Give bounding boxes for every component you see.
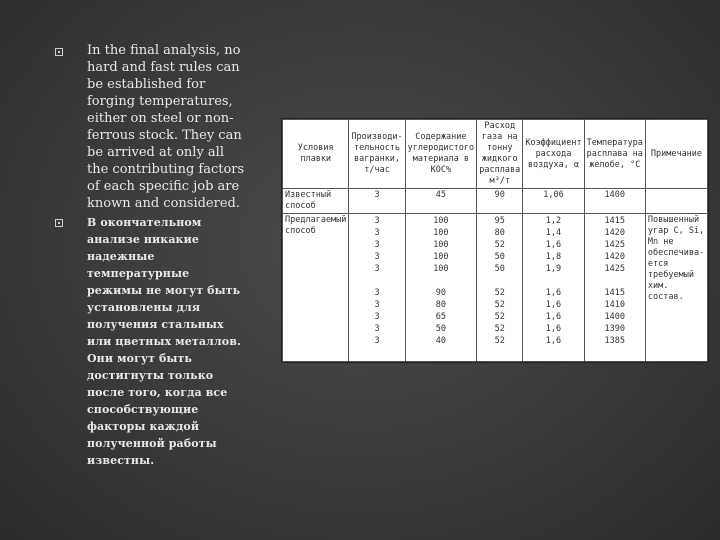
bullet-square-icon bbox=[55, 48, 63, 56]
cell-temperature: 1400 bbox=[584, 189, 645, 214]
value: 80 bbox=[435, 300, 446, 310]
value: 1415 bbox=[604, 288, 626, 298]
value: 1400 bbox=[604, 312, 626, 322]
value: 52 bbox=[494, 336, 505, 346]
cell-condition: Предлагаемый способ bbox=[283, 214, 349, 362]
table-row bbox=[283, 214, 708, 362]
value: 50 bbox=[435, 324, 446, 334]
cell-condition: Известный способ bbox=[283, 189, 349, 214]
header-note: Примечание bbox=[645, 120, 707, 189]
value: 1,6 bbox=[545, 312, 562, 322]
cell-note bbox=[645, 189, 707, 214]
value: 100 bbox=[433, 228, 449, 238]
value: 100 bbox=[433, 216, 449, 226]
value: 1390 bbox=[604, 324, 626, 334]
cell-coefficient: 1,06 bbox=[523, 189, 584, 214]
value: 1,9 bbox=[545, 264, 562, 274]
table-row bbox=[283, 189, 708, 214]
value: 1425 bbox=[604, 264, 626, 274]
header-coefficient: Коэффициент расхода воздуха, α bbox=[523, 120, 584, 189]
header-gas: Расход газа на тонну жидкого расплава м³/т bbox=[477, 120, 523, 189]
table-header-row bbox=[283, 120, 708, 189]
header-condition: Условия плавки bbox=[283, 120, 349, 189]
value: 3 bbox=[374, 288, 380, 298]
data-table-image bbox=[281, 118, 709, 363]
value: 1,6 bbox=[545, 300, 562, 310]
value: 3 bbox=[374, 240, 380, 250]
value: 1,8 bbox=[545, 252, 562, 262]
value: 1,2 bbox=[545, 216, 562, 226]
header-productivity: Производи-тельность вагранки, т/час bbox=[349, 120, 405, 189]
value: 1420 bbox=[604, 228, 626, 238]
value: 1,4 bbox=[545, 228, 562, 238]
value: 1,6 bbox=[545, 324, 562, 334]
value: 52 bbox=[494, 240, 505, 250]
value: 52 bbox=[494, 324, 505, 334]
value: 1,6 bbox=[545, 336, 562, 346]
value: 100 bbox=[433, 252, 449, 262]
value: 3 bbox=[374, 336, 380, 346]
header-carbon: Содержание углеродистого материала в КОС% bbox=[405, 120, 477, 189]
cell-productivity: 3 bbox=[349, 189, 405, 214]
value: 3 bbox=[374, 252, 380, 262]
cell-coefficient-stack bbox=[523, 214, 584, 362]
value: 3 bbox=[374, 300, 380, 310]
cell-temperature-stack bbox=[584, 214, 645, 362]
value: 95 bbox=[494, 216, 505, 226]
melting-conditions-table bbox=[282, 119, 708, 362]
value: 1410 bbox=[604, 300, 626, 310]
value: 65 bbox=[435, 312, 446, 322]
value: 1420 bbox=[604, 252, 626, 262]
header-temperature: Температура расплава на желобе, °С bbox=[584, 120, 645, 189]
cell-gas: 90 bbox=[477, 189, 523, 214]
cell-gas-stack bbox=[477, 214, 523, 362]
value: 1385 bbox=[604, 336, 626, 346]
value: 100 bbox=[433, 264, 449, 274]
value: 3 bbox=[374, 228, 380, 238]
value: 3 bbox=[374, 312, 380, 322]
cell-carbon-stack bbox=[405, 214, 477, 362]
value: 3 bbox=[374, 216, 380, 226]
value: 1425 bbox=[604, 240, 626, 250]
bullet-square-icon bbox=[55, 219, 63, 227]
cell-productivity-stack bbox=[349, 214, 405, 362]
value: 40 bbox=[435, 336, 446, 346]
value: 52 bbox=[494, 312, 505, 322]
value: 52 bbox=[494, 288, 505, 298]
value: 90 bbox=[435, 288, 446, 298]
value: 52 bbox=[494, 300, 505, 310]
value: 50 bbox=[494, 252, 505, 262]
english-paragraph: In the final analysis, no hard and fast rules can be established for forging temperatures, either on steel or non-ferrous stock. They can be arrived at only all the contributing factors of each specific job are known and considered. bbox=[87, 43, 245, 211]
russian-paragraph: В окончательном анализе никакие надежные температурные режимы не могут быть установлены для получения стальных или цветных металлов. Они могут быть достигнуты только после того, когда все способствующие факторы каждой полученной работы известны. bbox=[87, 216, 241, 467]
value: 1,6 bbox=[545, 240, 562, 250]
value: 3 bbox=[374, 264, 380, 274]
value: 80 bbox=[494, 228, 505, 238]
cell-note: Повышенный угар С, Si, Mn не обеспечива-ется требуемый хим. состав. bbox=[645, 214, 707, 362]
value: 100 bbox=[433, 240, 449, 250]
cell-carbon: 45 bbox=[405, 189, 477, 214]
value: 1415 bbox=[604, 216, 626, 226]
value: 50 bbox=[494, 264, 505, 274]
value: 1,6 bbox=[545, 288, 562, 298]
value: 3 bbox=[374, 324, 380, 334]
